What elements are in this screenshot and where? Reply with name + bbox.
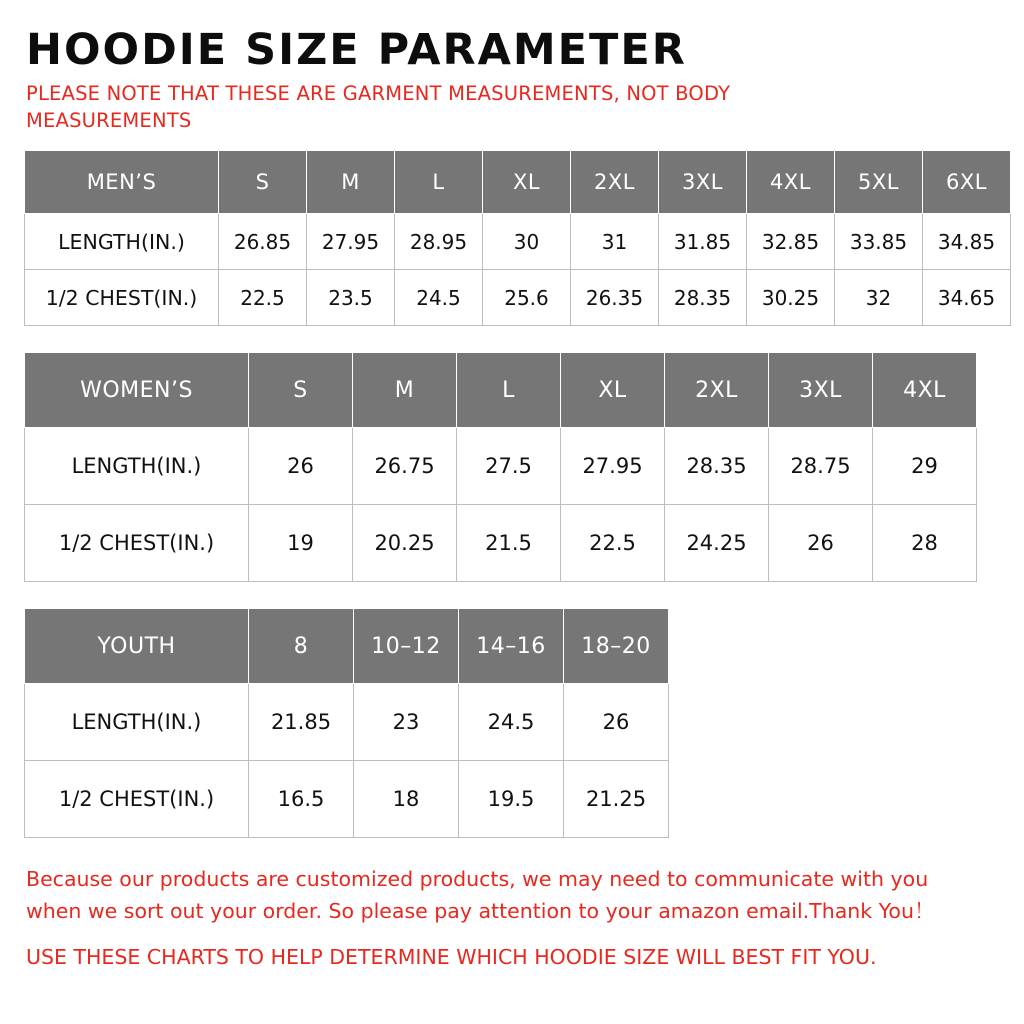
table-header-row <box>25 609 669 684</box>
cell-value: 16.5 <box>249 761 354 838</box>
row-label-half-chest: 1/2 CHEST(IN.) <box>25 505 249 582</box>
column-header-m: M <box>353 353 457 428</box>
cell-value: 22.5 <box>561 505 665 582</box>
column-header-s: S <box>219 151 307 214</box>
table-row <box>25 684 669 761</box>
table-row <box>25 761 669 838</box>
cell-value: 23.5 <box>307 270 395 326</box>
cell-value: 29 <box>873 428 977 505</box>
table-row <box>25 505 977 582</box>
column-header-4xl: 4XL <box>873 353 977 428</box>
cell-value: 27.5 <box>457 428 561 505</box>
cell-value: 26 <box>564 684 669 761</box>
column-header-10-12: 10–12 <box>354 609 459 684</box>
cell-value: 28.35 <box>665 428 769 505</box>
column-header-category: MEN’S <box>25 151 219 214</box>
cell-value: 21.85 <box>249 684 354 761</box>
row-label-half-chest: 1/2 CHEST(IN.) <box>25 270 219 326</box>
column-header-2xl: 2XL <box>571 151 659 214</box>
table-row <box>25 214 1011 270</box>
cell-value: 24.5 <box>395 270 483 326</box>
column-header-4xl: 4XL <box>747 151 835 214</box>
footer-note-use-charts: USE THESE CHARTS TO HELP DETERMINE WHICH HOODIE SIZE WILL BEST FIT YOU. <box>26 944 877 969</box>
row-label-length: LENGTH(IN.) <box>25 214 219 270</box>
cell-value: 28.35 <box>659 270 747 326</box>
cell-value: 30 <box>483 214 571 270</box>
cell-value: 26 <box>769 505 873 582</box>
cell-value: 30.25 <box>747 270 835 326</box>
cell-value: 20.25 <box>353 505 457 582</box>
cell-value: 28.95 <box>395 214 483 270</box>
row-label-length: LENGTH(IN.) <box>25 684 249 761</box>
column-header-3xl: 3XL <box>659 151 747 214</box>
column-header-6xl: 6XL <box>923 151 1011 214</box>
footer-note-customized: Because our products are customized products, we may need to communicate with you when we sort out your order. So please pay attention to your amazon email.Thank You！ <box>26 867 935 923</box>
cell-value: 23 <box>354 684 459 761</box>
cell-value: 26.85 <box>219 214 307 270</box>
cell-value: 32 <box>835 270 923 326</box>
table-row <box>25 270 1011 326</box>
column-header-m: M <box>307 151 395 214</box>
womens-size-table <box>24 352 977 582</box>
column-header-s: S <box>249 353 353 428</box>
column-header-l: L <box>395 151 483 214</box>
mens-size-table <box>24 150 1011 326</box>
page-title: HOODIE SIZE PARAMETER <box>26 25 687 75</box>
measurement-note: PLEASE NOTE THAT THESE ARE GARMENT MEASUREMENTS, NOT BODY MEASUREMENTS <box>26 82 731 132</box>
column-header-xl: XL <box>561 353 665 428</box>
cell-value: 31.85 <box>659 214 747 270</box>
cell-value: 21.5 <box>457 505 561 582</box>
footer-notes <box>24 864 1000 973</box>
cell-value: 24.25 <box>665 505 769 582</box>
cell-value: 28 <box>873 505 977 582</box>
table-header-row <box>25 353 977 428</box>
cell-value: 25.6 <box>483 270 571 326</box>
cell-value: 26 <box>249 428 353 505</box>
column-header-l: L <box>457 353 561 428</box>
column-header-5xl: 5XL <box>835 151 923 214</box>
table-header-row <box>25 151 1011 214</box>
column-header-2xl: 2XL <box>665 353 769 428</box>
cell-value: 21.25 <box>564 761 669 838</box>
cell-value: 26.75 <box>353 428 457 505</box>
column-header-18-20: 18–20 <box>564 609 669 684</box>
cell-value: 22.5 <box>219 270 307 326</box>
cell-value: 34.65 <box>923 270 1011 326</box>
table-row <box>25 428 977 505</box>
cell-value: 31 <box>571 214 659 270</box>
column-header-category: YOUTH <box>25 609 249 684</box>
cell-value: 19.5 <box>459 761 564 838</box>
cell-value: 33.85 <box>835 214 923 270</box>
row-label-half-chest: 1/2 CHEST(IN.) <box>25 761 249 838</box>
cell-value: 28.75 <box>769 428 873 505</box>
cell-value: 19 <box>249 505 353 582</box>
column-header-14-16: 14–16 <box>459 609 564 684</box>
youth-size-table <box>24 608 669 838</box>
cell-value: 34.85 <box>923 214 1011 270</box>
cell-value: 24.5 <box>459 684 564 761</box>
column-header-8: 8 <box>249 609 354 684</box>
cell-value: 27.95 <box>307 214 395 270</box>
cell-value: 18 <box>354 761 459 838</box>
column-header-3xl: 3XL <box>769 353 873 428</box>
cell-value: 27.95 <box>561 428 665 505</box>
column-header-category: WOMEN’S <box>25 353 249 428</box>
cell-value: 32.85 <box>747 214 835 270</box>
column-header-xl: XL <box>483 151 571 214</box>
cell-value: 26.35 <box>571 270 659 326</box>
row-label-length: LENGTH(IN.) <box>25 428 249 505</box>
